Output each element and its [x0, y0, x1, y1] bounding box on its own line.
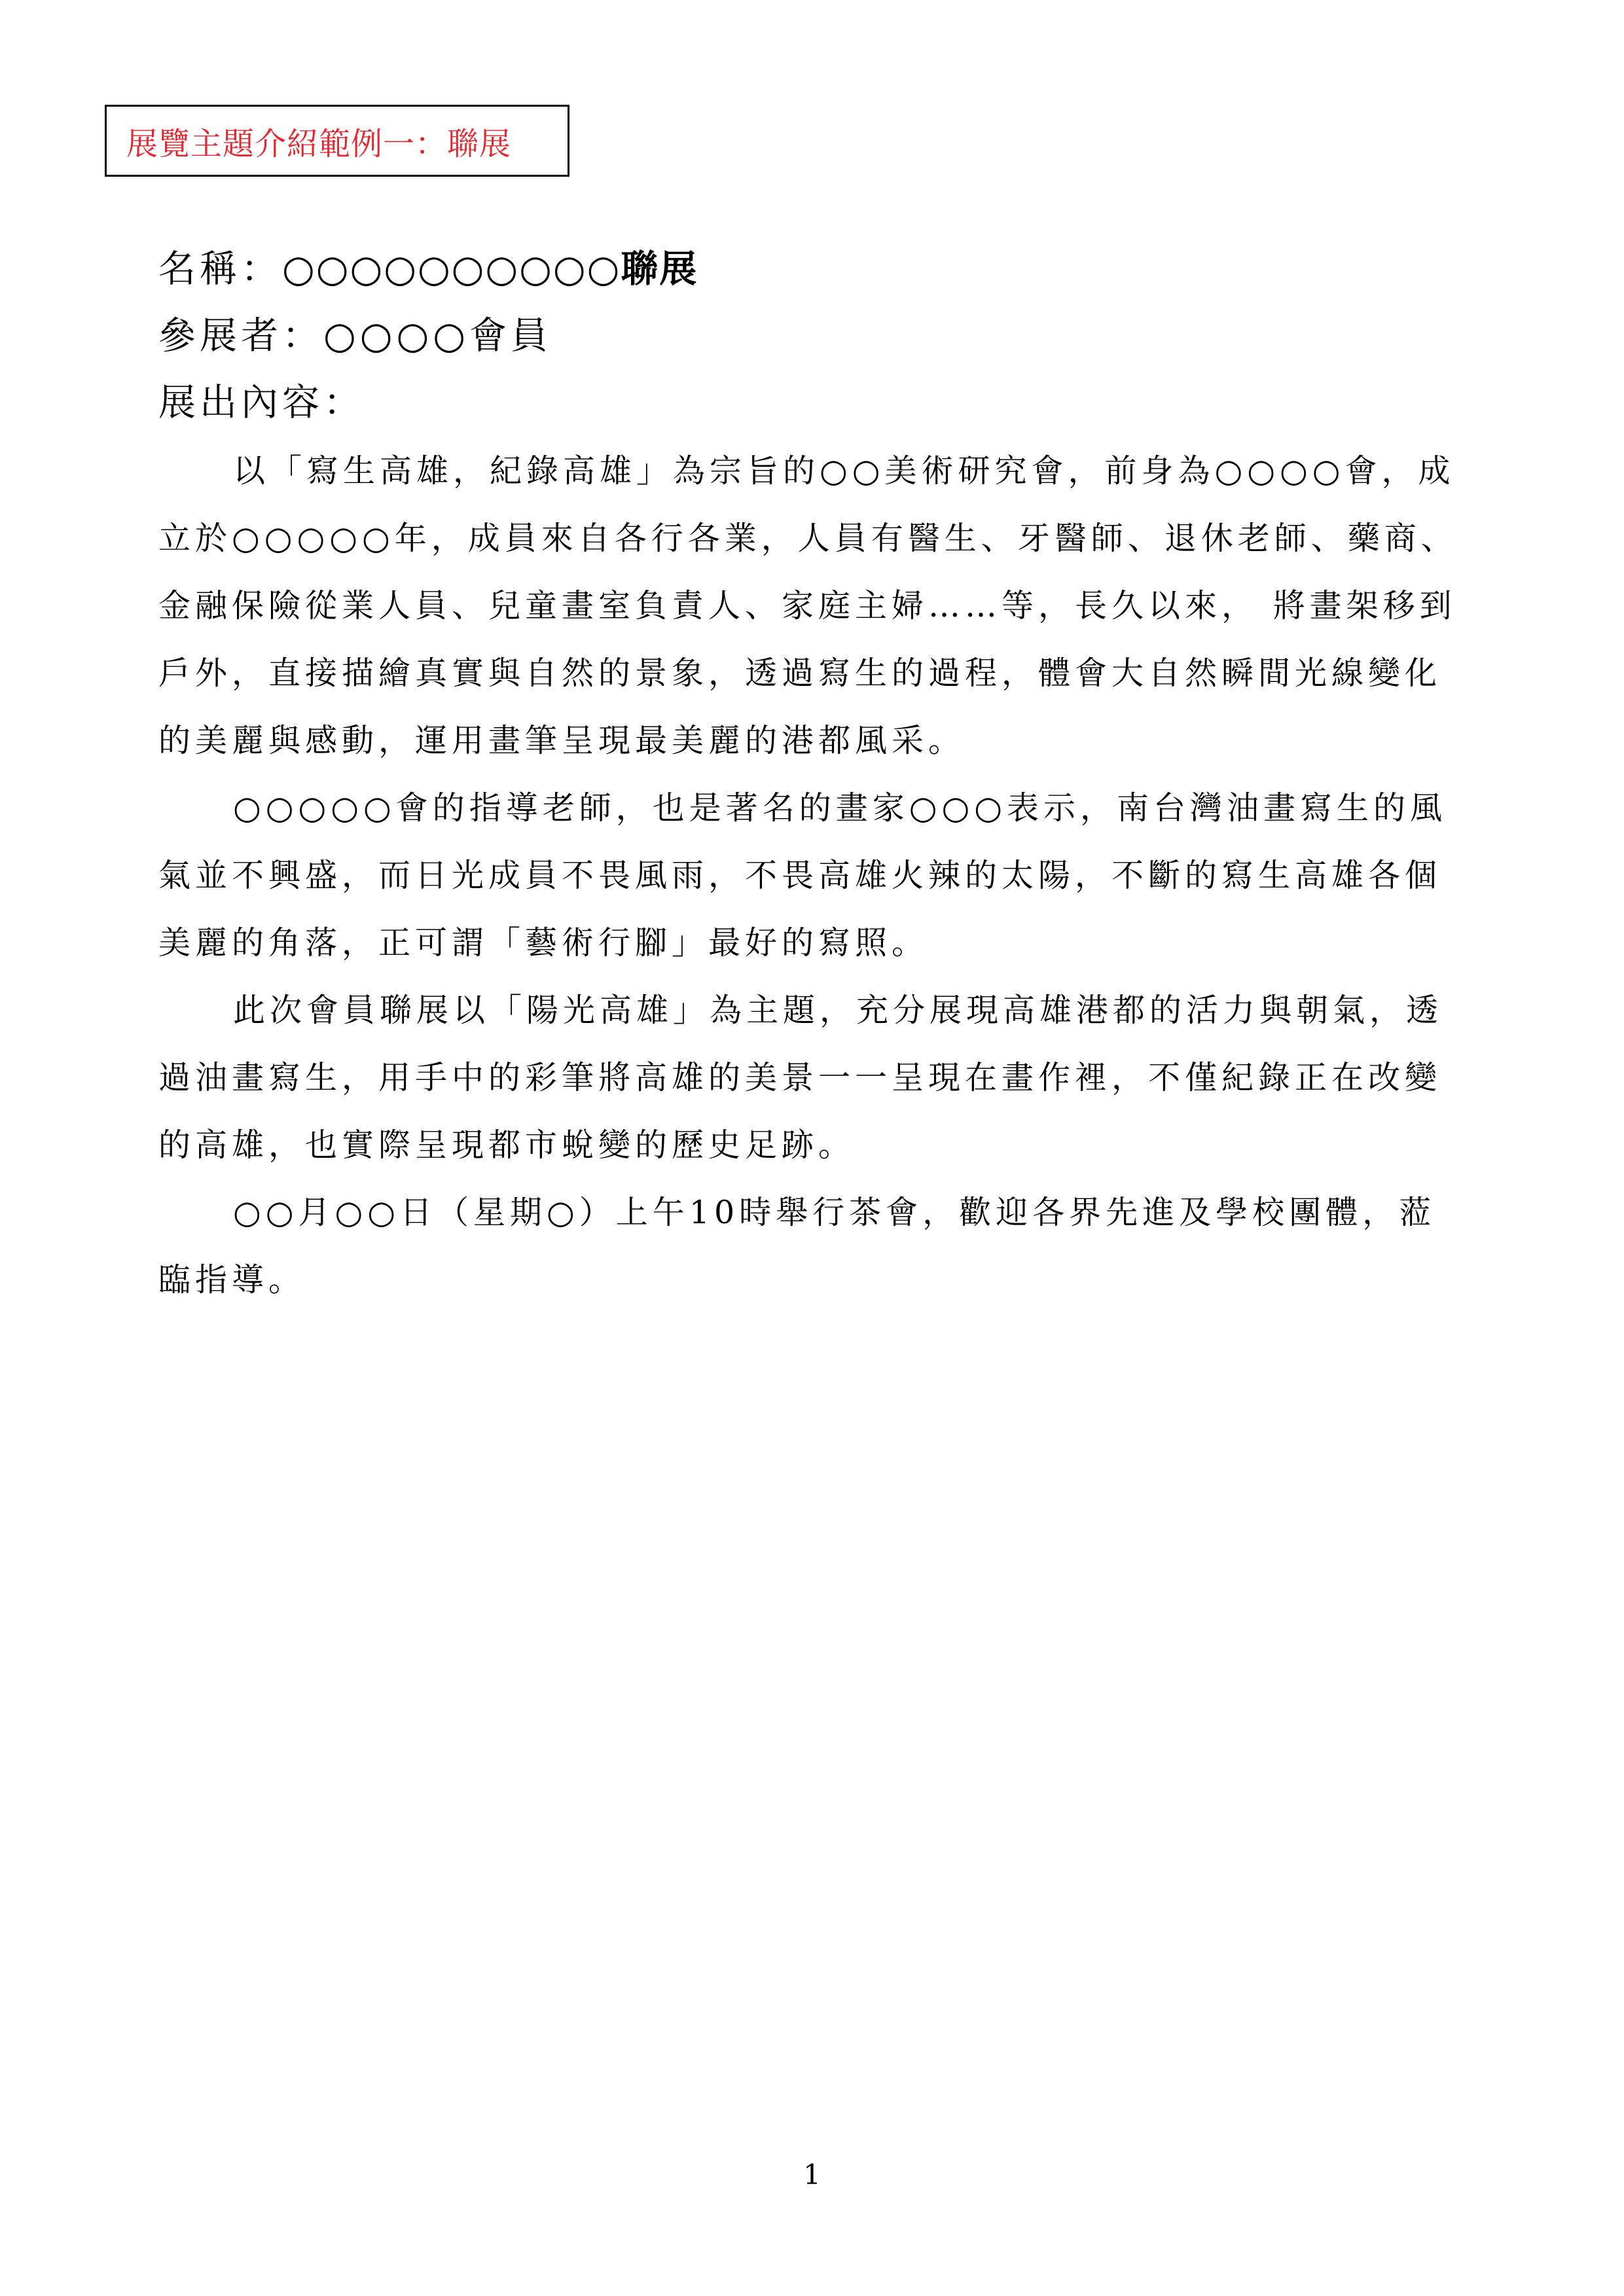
exhibition-name-label: 名稱：: [158, 247, 282, 291]
paragraph: 以「寫生高雄，紀錄高雄」為宗旨的○○美術研究會，前身為○○○○會，成立於○○○○○年，成員來自各行各業，人員有醫生、牙醫師、退休老師、藥商、金融保險從業人員、兒童畫室負責人、家庭主婦……等，長久以來， 將畫架移到戶外，直接描繪真實與自然的景象，透過寫生的過程，體會大自然瞬間光線變化的美麗與感動，運用畫筆呈現最美麗的港都風采。: [158, 452, 1458, 759]
exhibition-name-value: ○○○○○○○○○○聯展: [282, 247, 698, 291]
participants-label: 參展者：: [158, 314, 323, 357]
content-body: [158, 437, 1468, 1314]
paragraph: ○○月○○日（星期○）上午10時舉行茶會，歡迎各界先進及學校團體，蒞臨指導。: [158, 1194, 1436, 1299]
page-number: 1: [803, 2159, 821, 2191]
content-heading: [158, 372, 365, 426]
participants-line: [158, 306, 552, 359]
example-tag-label: 展覽主題介紹範例一：聯展: [126, 125, 512, 162]
example-tag-box: [105, 105, 569, 177]
paragraph: ○○○○○會的指導老師，也是著名的畫家○○○表示，南台灣油畫寫生的風氣並不興盛，而日光成員不畏風雨，不畏高雄火辣的太陽，不斷的寫生高雄各個美麗的角落，正可謂「藝術行腳」最好的寫照。: [158, 789, 1447, 961]
participants-value: ○○○○會員: [323, 314, 552, 357]
content-label: 展出內容：: [158, 381, 365, 424]
paragraph: 此次會員聯展以「陽光高雄」為主題，充分展現高雄港都的活力與朝氣，透過油畫寫生，用手中的彩筆將高雄的美景一一呈現在畫作裡，不僅紀錄正在改變的高雄，也實際呈現都市蛻變的歷史足跡。: [158, 992, 1443, 1164]
exhibition-name-line: [158, 239, 698, 293]
